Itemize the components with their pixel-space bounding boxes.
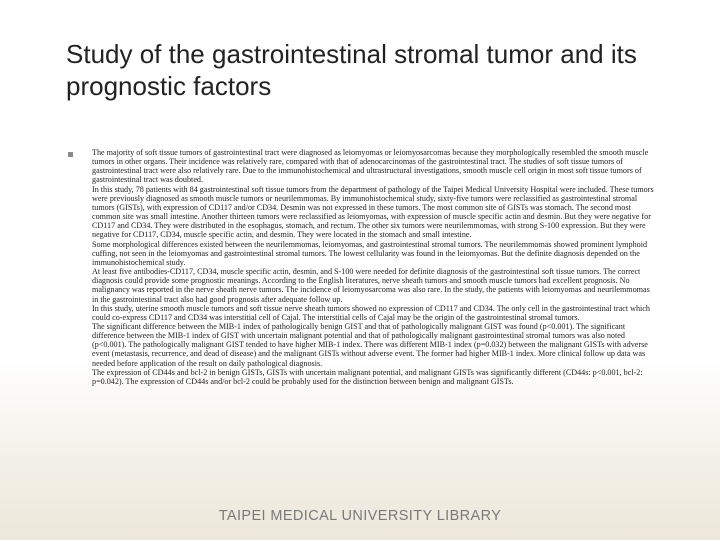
paragraph-cd44s-bcl2: The expression of CD44s and bcl-2 in benign GISTs, GISTs with uncertain malignant potential, and malignant GISTs was significantly different (CD44s: p<0.001, bcl-2: p=0.042). The expression of CD44s and/or bcl-2 could be probably used for the distinction between benign and malignant GISTs. [92, 367, 643, 386]
bullet-square-icon [68, 152, 73, 157]
body-text [92, 148, 658, 386]
paragraph-study-design: In this study, 78 patients with 84 gastrointestinal soft tissue tumors from the department of pathology of the Taipei Medical University Hospital were included. These tumors were previously diagnosed as smooth muscle tumors or neurilemmomas. By immunohistochemical study, sixty-five tumors were reclassified as gastrointestinal stromal tumors (GISTs), with expression of CD117 and/or CD34. Desmin was not expressed in these tumors. The most common site of GISTs was stomach. The second most common site was small intestine. Another thirteen tumors were reclassified as leiomyomas, with expression of muscle specific actin and desmin. But they were negative for CD117 and CD34. They were distributed in the esophagus, stomach, and rectum. The other six tumors were neurilemmomas, with strong S-100 expression. But they were negative for CD117, CD34, muscle specific actin, and desmin. They were located in the stomach and small intestine. [92, 184, 654, 240]
paragraph-mib1: The significant difference between the MIB-1 index of pathologically benign GIST and that of pathologically malignant GIST was found (p<0.001). The significant difference between the MIB-1 index of GIST with uncertain malignant potential and that of pathologically malignant gastrointestinal stromal tumors was also noted (p<0.001). The pathologically malignant GIST tended to have higher MIB-1 index. There was different MIB-1 index (p=0.032) between the malignant GISTs with adverse event (metastasis, recurrence, and dead of disease) and the malignant GISTs without adverse event. The former had higher MIB-1 index. More clinical follow up data was needed before application of the result on daily pathological diagnosis. [92, 321, 648, 368]
paragraph-intro: The majority of soft tissue tumors of gastrointestinal tract were diagnosed as leiomyomas or leiomyosarcomas because they morphologically resembled the smooth muscle tumors in other organs. Their incidence was relatively rare, compared with that of adenocarcinomas of the gastrointestinal tract. The studies of soft tissue tumors of gastrointestinal tract were also relatively rare. Due to the immunohistochemical and ultrastructural investigations, smooth muscle cell origin in most soft tissue tumors of gastrointestinal tract was doubted. [92, 148, 649, 185]
library-logo-text: TAIPEI MEDICAL UNIVERSITY LIBRARY [218, 508, 502, 524]
slide-title: Study of the gastrointestinal stromal tumor and its prognostic factors [66, 39, 637, 101]
paragraph-cajal: In this study, uterine smooth muscle tumors and soft tissue nerve sheath tumors showed no expression of CD117 and CD34. The only cell in the gastrointestinal tract which could co-express CD117 and CD34 was interstitial cell of Cajal. The interstitial cells of Cajal may be the origin of the gastrointestinal stromal tumors. [92, 303, 650, 322]
paragraph-antibodies: At least five antibodies-CD117, CD34, muscle specific actin, desmin, and S-100 were needed for definite diagnosis of the gastrointestinal soft tissue tumors. The correct diagnosis could provide some prognostic meanings. According to the English literatures, nerve sheath tumors and smooth muscle tumors had excellent prognosis. No malignancy was reported in the nerve sheath nerve tumors. The incidence of leiomyosarcoma was also rare. In the study, the patients with leiomyomas and neurilemmomas in the gastrointestinal tract also had good prognosis after adequate follow up. [92, 267, 650, 304]
library-logo [0, 508, 720, 524]
paragraph-morphology: Some morphological differences existed between the neurilemmomas, leiomyomas, and gastrointestinal stromal tumors. The neurilemmomas showed prominent lymphoid cuffing, not seen in the leiomyomas and gastrointestinal stromal tumors. The lowest cellularity was found in the leiomyomas. But the definite diagnosis depended on the immunohistochemical study. [92, 239, 648, 267]
